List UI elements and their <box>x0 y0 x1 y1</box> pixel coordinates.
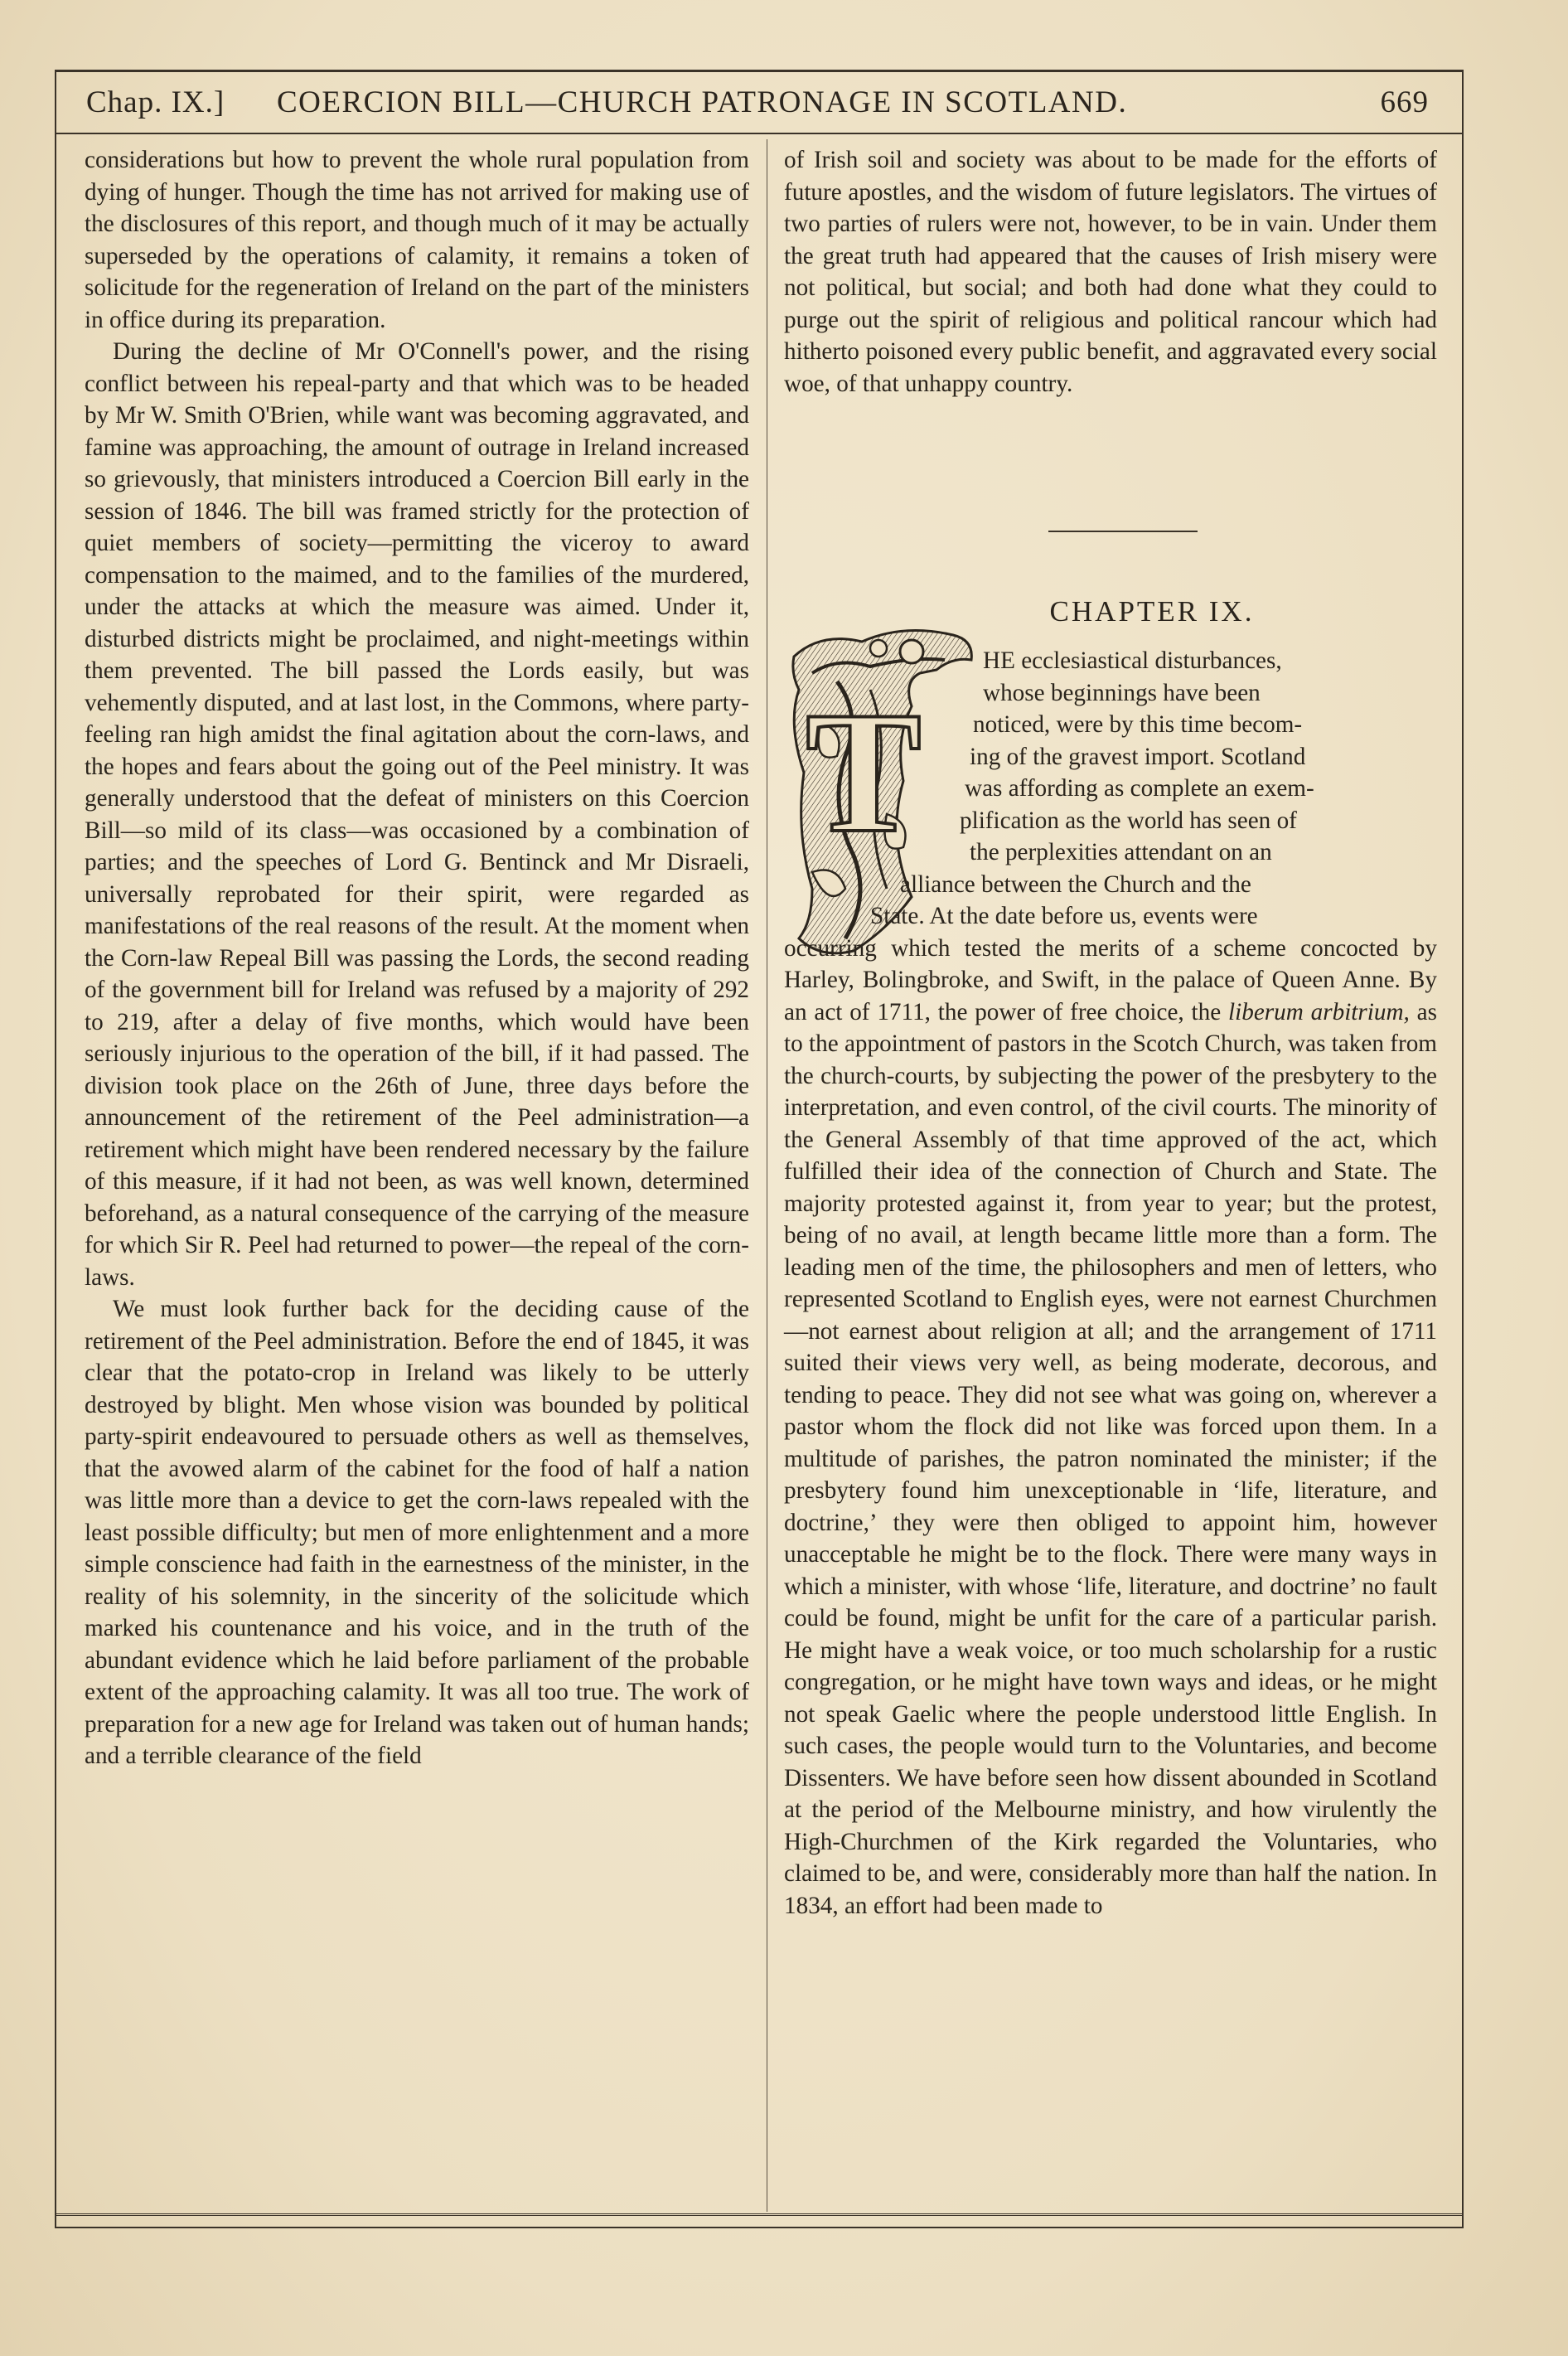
paragraph: considerations but how to prevent the whole rural population from dying of hunger. Though the time has not arrived for making use of the disclosures of this report, and though much of it may be actually superseded by the operations of calamity, it remains a token of solicitude for the regeneration of Ireland on the part of the ministers in office during its preparation. <box>85 147 749 333</box>
page-number: 669 <box>1380 85 1429 119</box>
paragraph: During the decline of Mr O'Connell's power, and the rising conflict between his repeal-party and that which was to be headed by Mr W. Smith O'Brien, while want was becoming aggravated, and famine was approaching, the amount of outrage in Ireland increased so grievously, that ministers introduced a Coercion Bill early in the session of 1846. The bill was framed strictly for the protection of quiet members of society—permitting the viceroy to award compensation to the maimed, and to the families of the murdered, under the attacks at which the measure was aimed. Under it, disturbed districts might be proclaimed, and night-meetings within them prevented. The bill passed the Lords easily, but was vehemently disputed, and at last lost, in the Commons, where party-feeling ran high amidst the final agitation about the corn-laws, and the hopes and fears about the going out of the Peel ministry. It was generally understood that the defeat of ministers on this Coercion Bill—so mild of its class—was occasioned by a combination of parties; and the speeches of Lord G. Bentinck and Mr Disraeli, universally reprobated for their spirit, were regarded as manifestations of the real reasons of the result. At the moment when the Corn-law Repeal Bill was passing the Lords, the second reading of the government bill for Ireland was refused by a majority of 292 to 219, after a delay of five months, which would have been seriously injurious to the operation of the bill, if it had passed. The division took place on the 26th of June, three days before the announcement of the retirement of the Peel administration—a retirement which might have been rendered necessary by the failure of this measure, if it had not been, as was well known, determined beforehand, as a natural consequence of the carrying of the measure for which Sir R. Peel had returned to power—the repeal of the corn-laws. <box>85 338 749 1291</box>
running-title: COERCION BILL—CHURCH PATRONAGE IN SCOTLAND. <box>277 85 1128 119</box>
dropcap-line: the perplexities attendant on an <box>970 839 1272 865</box>
paragraph: We must look further back for the deciding cause of the retirement of the Peel administration. Before the end of 1845, it was clear that the potato-crop in Ireland was likely to be utterly destroyed by blight. Men whose vision was bounded by political party-spirit endeavoured to persuade others as well as themselves, that the avowed alarm of the cabinet for the food of half a nation was little more than a device to get the corn-laws repealed with the least possible difficulty; but men of more enlightenment and a more simple conscience had faith in the earnestness of the minister, in the reality of his solemnity, in the sincerity of the solicitude which marked his countenance and his voice, and in the truth of the abundant evidence which he laid before parliament of the probable extent of the approaching calamity. It was all too true. The work of preparation for a new age for Ireland was taken out of human hands; and a terrible clearance of the field <box>85 1296 749 1769</box>
drop-cap-letter: T <box>805 676 922 869</box>
dropcap-line: noticed, were by this time becom- <box>973 711 1303 738</box>
body-text: as to the appointment of pastors in the Scotch Church, was taken from the church-courts, by subjecting the power of the presbytery to the interpretation, and even control, of the civil courts. The minority of the General Assembly of that time approved of the act, which fulfilled their idea of the connection of Church and State. The majority protested against it, from year to year; but the protest, being of no avail, at length became little more than a form. The leading men of the time, the philosophers and men of letters, who represented Scotland to English eyes, were not earnest Churchmen—not earnest about religion at all; and the arrangement of 1711 suited their views very well, as being moderate, decorous, and tending to peace. They did not see what was going on, wherever a pastor whom the flock did not like was forced upon them. In a multitude of parishes, the patron nominated the minister; if the presbytery found him unexceptionable in ‘life, literature, and doctrine,’ they were then obliged to appoint him, however unacceptable he might be to the flock. There were many ways in which a minister, with whose ‘life, literature, and doctrine’ no fault could be found, might be unfit for the care of a particular parish. He might have a weak voice, or too much scholarship for a rustic congregation, or he might have town ways and ideas, or he might not speak Gaelic where the people understood little English. In such cases, the people would turn to the Voluntaries, and become Dissenters. We have before seen how dissent abounded in Scotland at the period of the Melbourne ministry, and how virulently the High-Churchmen of the Kirk regarded the Voluntaries, who claimed to be, and were, considerably more than half the nation. In 1834, an effort had been made to <box>784 998 1437 1919</box>
header-rule <box>55 133 1462 134</box>
dropcap-line: State. At the date before us, events were <box>870 903 1258 929</box>
latin-term: liberum arbitrium, <box>1228 998 1410 1025</box>
left-column <box>85 144 749 1772</box>
header-top-rule <box>55 70 1462 72</box>
dropcap-line: plification as the world has seen of <box>960 807 1297 834</box>
chapter-heading: CHAPTER IX. <box>1049 595 1255 628</box>
running-header <box>55 80 1460 138</box>
right-column-body <box>784 645 1437 1922</box>
section-rule <box>1048 531 1198 532</box>
paragraph <box>784 933 1437 1922</box>
chapter-label: Chap. IX.] <box>86 85 225 119</box>
dropcap-line: whose beginnings have been <box>983 679 1261 706</box>
right-column-top <box>784 144 1437 400</box>
dropcap-line: ing of the gravest import. Scotland <box>970 743 1306 770</box>
footer-rule <box>55 2213 1462 2216</box>
paragraph: of Irish soil and society was about to be made for the efforts of future apostles, and the wisdom of future legislators. The virtues of two parties of rulers were not, however, to be in vain. Under them the great truth had appeared that the causes of Irish misery were not political, but social; and both had done what they could to purge out the spirit of religious and political rancour which had hitherto poisoned every public benefit, and aggravated every social woe, of that unhappy country. <box>784 147 1437 397</box>
dropcap-line: was affording as complete an exem- <box>965 775 1314 802</box>
body-text: occurring which tested the merits of a scheme concocted by Harley, Bolingbroke, and Swift, in the palace of Queen Anne. By an act of 1711, the power of free choice, the <box>784 934 1437 1025</box>
dropcap-line: alliance between the Church and the <box>900 870 1251 898</box>
dropcap-line: HE ecclesiastical disturbances, <box>983 647 1282 674</box>
